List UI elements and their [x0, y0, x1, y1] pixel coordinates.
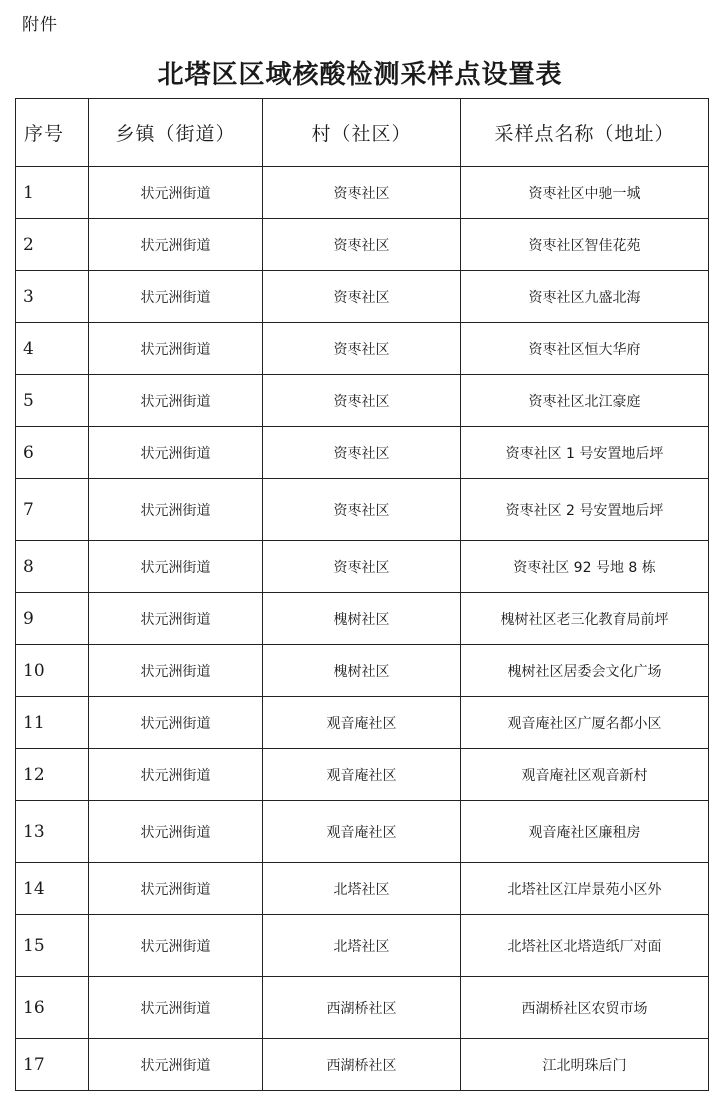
cell-no: 12	[16, 749, 89, 801]
table-row	[16, 479, 709, 541]
cell-no: 4	[16, 323, 89, 375]
cell-town: 状元洲街道	[89, 427, 263, 479]
cell-no: 5	[16, 375, 89, 427]
cell-village: 观音庵社区	[263, 801, 461, 863]
cell-village: 北塔社区	[263, 915, 461, 977]
cell-site: 北塔社区江岸景苑小区外	[461, 863, 709, 915]
cell-site: 资枣社区智佳花苑	[461, 219, 709, 271]
cell-town: 状元洲街道	[89, 749, 263, 801]
cell-no: 2	[16, 219, 89, 271]
cell-no: 10	[16, 645, 89, 697]
cell-site: 槐树社区居委会文化广场	[461, 645, 709, 697]
cell-site: 槐树社区老三化教育局前坪	[461, 593, 709, 645]
table-row	[16, 915, 709, 977]
cell-village: 观音庵社区	[263, 749, 461, 801]
table-row	[16, 749, 709, 801]
cell-town: 状元洲街道	[89, 915, 263, 977]
cell-town: 状元洲街道	[89, 977, 263, 1039]
table-row	[16, 323, 709, 375]
cell-town: 状元洲街道	[89, 593, 263, 645]
cell-town: 状元洲街道	[89, 697, 263, 749]
table-row	[16, 167, 709, 219]
cell-no: 14	[16, 863, 89, 915]
cell-town: 状元洲街道	[89, 479, 263, 541]
table-header-row	[16, 99, 709, 167]
cell-village: 资枣社区	[263, 427, 461, 479]
cell-site: 资枣社区九盛北海	[461, 271, 709, 323]
cell-village: 资枣社区	[263, 541, 461, 593]
cell-town: 状元洲街道	[89, 541, 263, 593]
cell-village: 槐树社区	[263, 593, 461, 645]
table-row	[16, 541, 709, 593]
annex-label: 附件	[22, 15, 58, 35]
cell-village: 观音庵社区	[263, 697, 461, 749]
cell-site: 观音庵社区观音新村	[461, 749, 709, 801]
cell-village: 西湖桥社区	[263, 1039, 461, 1091]
table-row	[16, 977, 709, 1039]
cell-no: 6	[16, 427, 89, 479]
cell-village: 资枣社区	[263, 375, 461, 427]
cell-no: 3	[16, 271, 89, 323]
cell-site: 江北明珠后门	[461, 1039, 709, 1091]
cell-site: 资枣社区恒大华府	[461, 323, 709, 375]
cell-village: 资枣社区	[263, 167, 461, 219]
cell-village: 资枣社区	[263, 323, 461, 375]
cell-town: 状元洲街道	[89, 375, 263, 427]
sampling-site-table	[15, 98, 709, 1091]
cell-village: 资枣社区	[263, 479, 461, 541]
cell-town: 状元洲街道	[89, 863, 263, 915]
cell-village: 资枣社区	[263, 219, 461, 271]
cell-no: 1	[16, 167, 89, 219]
table-row	[16, 427, 709, 479]
cell-town: 状元洲街道	[89, 271, 263, 323]
cell-no: 9	[16, 593, 89, 645]
cell-site: 西湖桥社区农贸市场	[461, 977, 709, 1039]
cell-town: 状元洲街道	[89, 219, 263, 271]
header-no: 序号	[16, 99, 89, 167]
table-row	[16, 863, 709, 915]
header-town: 乡镇（街道）	[89, 99, 263, 167]
cell-site: 观音庵社区广厦名都小区	[461, 697, 709, 749]
table-row	[16, 1039, 709, 1091]
cell-site: 资枣社区 2 号安置地后坪	[461, 479, 709, 541]
cell-town: 状元洲街道	[89, 323, 263, 375]
cell-no: 17	[16, 1039, 89, 1091]
cell-site: 资枣社区 1 号安置地后坪	[461, 427, 709, 479]
table-row	[16, 801, 709, 863]
cell-village: 资枣社区	[263, 271, 461, 323]
cell-town: 状元洲街道	[89, 167, 263, 219]
cell-village: 西湖桥社区	[263, 977, 461, 1039]
table-row	[16, 593, 709, 645]
cell-site: 资枣社区 92 号地 8 栋	[461, 541, 709, 593]
table-row	[16, 697, 709, 749]
cell-site: 资枣社区中驰一城	[461, 167, 709, 219]
cell-village: 北塔社区	[263, 863, 461, 915]
cell-no: 16	[16, 977, 89, 1039]
cell-town: 状元洲街道	[89, 801, 263, 863]
table-row	[16, 219, 709, 271]
cell-town: 状元洲街道	[89, 1039, 263, 1091]
cell-town: 状元洲街道	[89, 645, 263, 697]
cell-village: 槐树社区	[263, 645, 461, 697]
cell-no: 13	[16, 801, 89, 863]
cell-site: 观音庵社区廉租房	[461, 801, 709, 863]
header-village: 村（社区）	[263, 99, 461, 167]
header-site: 采样点名称（地址）	[461, 99, 709, 167]
cell-no: 8	[16, 541, 89, 593]
table-row	[16, 271, 709, 323]
table-row	[16, 375, 709, 427]
table-row	[16, 645, 709, 697]
cell-no: 11	[16, 697, 89, 749]
document-title: 北塔区区域核酸检测采样点设置表	[157, 60, 563, 90]
cell-site: 北塔社区北塔造纸厂对面	[461, 915, 709, 977]
cell-no: 7	[16, 479, 89, 541]
cell-site: 资枣社区北江豪庭	[461, 375, 709, 427]
cell-no: 15	[16, 915, 89, 977]
